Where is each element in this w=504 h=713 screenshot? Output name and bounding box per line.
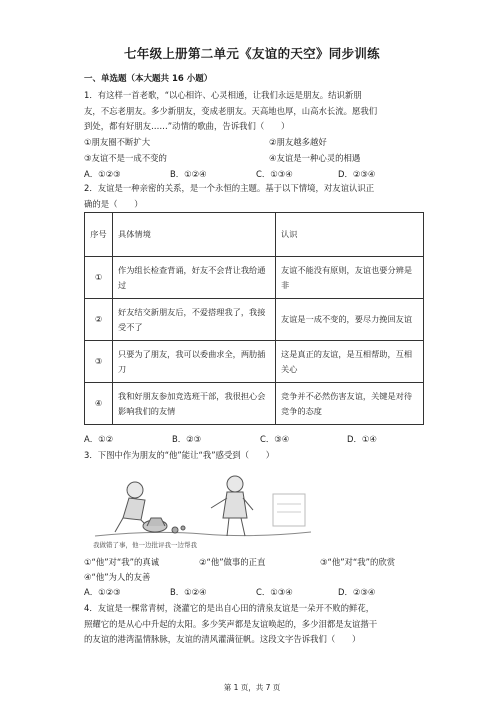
header-view: 认识 <box>276 213 424 257</box>
header-number: 序号 <box>85 213 113 257</box>
question-1-line-2: 友，不忘老朋友。多少新朋友，变成老朋友。天高地也厚，山高水长流。愿我们 <box>84 105 378 116</box>
q1-statement-1: ①朋友圈不断扩大 <box>84 137 151 147</box>
question-3-choices <box>84 586 428 601</box>
question-4-line-3: 的友谊的港湾温情脉脉，友谊的清风灌满征帆。这段文字告诉我们（ ） <box>84 634 361 644</box>
illustration-caption: 我做错了事，他一边批评我一边帮我 <box>93 541 197 549</box>
row-view: 友谊不能没有原则，友谊也要分辨是非 <box>276 257 424 299</box>
question-2-table <box>84 212 424 425</box>
q3-statement-2: ②“他”做事的正直 <box>199 557 266 567</box>
question-4-line-1: 4．友谊是一棵常青树，浇灌它的是出自心田的清泉友谊是一朵开不败的鲜花， <box>84 603 375 613</box>
table-header-row <box>85 213 424 257</box>
q2-choice-c[interactable]: C．③④ <box>260 434 290 444</box>
table-row <box>85 257 424 299</box>
row-number: ③ <box>85 341 113 383</box>
question-2-choices <box>84 433 428 448</box>
q2-choice-d[interactable]: D．①④ <box>347 434 377 444</box>
question-2-line-2: 确的是（ ） <box>84 198 143 209</box>
row-situation: 只要为了朋友，我可以委曲求全，两肋插刀 <box>113 341 276 383</box>
q3-choice-c[interactable]: C．①③④ <box>256 587 293 597</box>
document-title: 七年级上册第二单元《友谊的天空》同步训练 <box>123 46 380 61</box>
section-heading: 一、单选题（本大题共 16 小题） <box>84 74 213 84</box>
q3-statement-1: ①“他”对“我”的真诚 <box>84 557 160 567</box>
q1-statement-3: ③友谊不是一成不变的 <box>84 153 167 163</box>
table-row <box>85 383 424 425</box>
row-situation: 作为组长检查背诵，好友不会背让我给通过 <box>113 257 276 299</box>
q3-choice-d[interactable]: D．②③④ <box>338 587 376 597</box>
row-view: 这是真正的友谊，是互相帮助，互相关心 <box>276 341 424 383</box>
question-3-line-1: 3．下图中作为朋友的“他”能让“我”感受到（ ） <box>84 450 275 460</box>
question-3-statements-row-1 <box>84 556 428 571</box>
q3-choice-b[interactable]: B．①②④ <box>170 587 207 597</box>
q1-statement-4: ④友谊是一种心灵的相遇 <box>269 153 361 163</box>
header-situation: 具体情境 <box>113 213 276 257</box>
q2-choice-b[interactable]: B．②③ <box>172 434 202 444</box>
question-1-line-3: 到处，都有好朋友……”动情的歌曲，告诉我们（ ） <box>84 121 290 131</box>
row-view: 竞争并不必然伤害友谊，关键是对待竞争的态度 <box>276 383 424 425</box>
table-row <box>85 341 424 383</box>
row-view: 友谊是一成不变的，要尽力挽回友谊 <box>276 299 424 341</box>
question-3 <box>84 448 428 464</box>
row-number: ① <box>85 257 113 299</box>
question-1-line-1: 1．有这样一首老歌，“以心相许、心灵相通，让我们永远是朋友。结识新朋 <box>84 90 362 100</box>
question-1 <box>84 88 428 135</box>
table-row <box>85 299 424 341</box>
question-1-statements-row-1 <box>84 136 428 151</box>
q3-statement-3: ③“他”对“我”的欣赏 <box>320 557 396 567</box>
row-number: ④ <box>85 383 113 425</box>
q1-choice-a[interactable]: A．①②③ <box>84 169 121 179</box>
q2-choice-a[interactable]: A．①② <box>84 434 114 444</box>
question-1-statements-row-2 <box>84 152 428 167</box>
q1-statement-2: ②朋友越多越好 <box>269 137 327 147</box>
row-situation: 好友结交新朋友后，不爱搭理我了，我接受不了 <box>113 299 276 341</box>
question-4 <box>84 601 428 648</box>
row-situation: 我和好朋友参加竞选班干部，我很担心会影响我们的友情 <box>113 383 276 425</box>
q3-statement-4: ④“他”为人的友善 <box>84 572 151 582</box>
q1-choice-b[interactable]: B．①②④ <box>170 169 207 179</box>
question-3-statements-row-2 <box>84 571 428 586</box>
q3-choice-a[interactable]: A．①②③ <box>84 587 121 597</box>
page-footer: 第 1 页，共 7 页 <box>223 683 281 692</box>
q1-choice-d[interactable]: D．②③④ <box>338 169 376 179</box>
q1-choice-c[interactable]: C．①③④ <box>256 169 293 179</box>
question-4-line-2: 照耀它的是从心中升起的太阳。多少笑声都是友谊唤起的，多少泪都是友谊揩干 <box>84 618 378 629</box>
question-2 <box>84 181 428 212</box>
row-number: ② <box>85 299 113 341</box>
question-2-line-1: 2．友谊是一种亲密的关系，是一个永恒的主题。基于以下情境，对友谊认识正 <box>84 183 375 193</box>
